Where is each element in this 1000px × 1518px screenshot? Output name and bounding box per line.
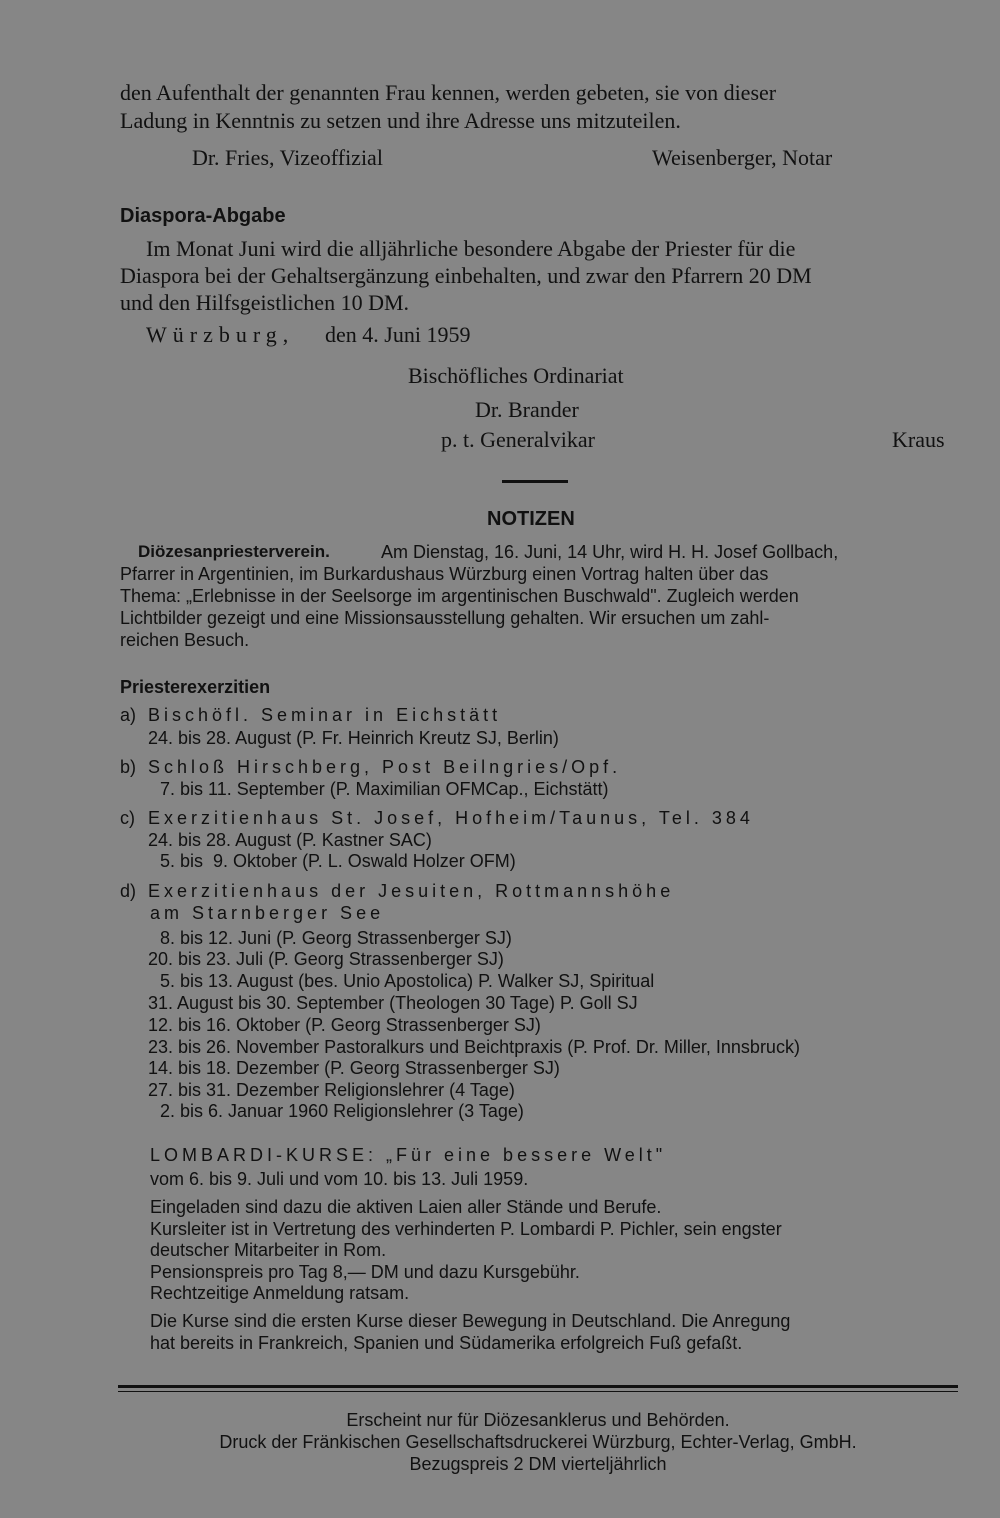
signatory-kraus: Kraus [892,427,945,452]
text-line: reichen Besuch. [120,630,250,650]
list-item: 31. August bis 30. September (Theologen 30 Tage) P. Goll SJ [148,993,638,1013]
divider [502,480,568,483]
lombardi-title: LOMBARDI-KURSE: „Für eine bessere Welt" [150,1145,667,1165]
text-line: Pfarrer in Argentinien, im Burkardushaus Würzburg einen Vortrag halten über das [120,564,769,584]
footer-line: Druck der Fränkischen Gesellschaftsdruckerei Würzburg, Echter-Verlag, GmbH. [219,1432,857,1452]
text-line: Diaspora bei der Gehaltsergänzung einbehalten, und zwar den Pfarrern 20 DM [120,263,812,288]
list-item: 23. bis 26. November Pastoralkurs und Beichtpraxis (P. Prof. Dr. Miller, Innsbruck) [148,1037,800,1057]
text-line: Im Monat Juni wird die alljährliche besondere Abgabe der Priester für die [146,236,796,261]
text-line: Am Dienstag, 16. Juni, 14 Uhr, wird H. H. Josef Gollbach, [381,542,839,562]
date: den 4. Juni 1959 [325,322,471,347]
list-item: 7. bis 11. September (P. Maximilian OFMCap., Eichstätt) [160,779,609,799]
text-line: und den Hilfsgeistlichen 10 DM. [120,290,410,315]
text-line: Thema: „Erlebnisse in der Seelsorge im argentinischen Buschwald". Zugleich werden [120,586,799,606]
list-item: 2. bis 6. Januar 1960 Religionslehrer (3 Tage) [160,1101,524,1121]
list-item: 24. bis 28. August (P. Fr. Heinrich Kreutz SJ, Berlin) [148,728,559,748]
footer-line: Erscheint nur für Diözesanklerus und Behörden. [346,1410,730,1430]
signature-right: Weisenberger, Notar [652,145,833,170]
place-name: Würzburg, [146,322,295,347]
text-line: hat bereits in Frankreich, Spanien und Südamerika erfolgreich Fuß gefaßt. [150,1333,743,1353]
list-label: d) [120,881,137,901]
verein-label: Diözesanpriesterverein. [138,542,330,561]
text-line: den Aufenthalt der genannten Frau kennen, werden gebeten, sie von dieser [120,80,777,105]
retreat-place: Exerzitienhaus St. Josef, Hofheim/Taunus, Tel. 384 [148,808,754,828]
retreat-place: Bischöfl. Seminar in Eichstätt [148,705,502,725]
list-item: 24. bis 28. August (P. Kastner SAC) [148,830,432,850]
retreat-place: Exerzitienhaus der Jesuiten, Rottmannshöhe [148,881,675,901]
list-item: 20. bis 23. Juli (P. Georg Strassenberger SJ) [148,949,504,969]
list-label: b) [120,757,137,777]
footer-rule [118,1391,958,1392]
signature-left: Dr. Fries, Vizeoffizial [192,145,383,170]
signatory-title: p. t. Generalvikar [441,427,595,452]
list-label: c) [120,808,135,828]
text-line: Ladung in Kenntnis zu setzen und ihre Adresse uns mitzuteilen. [120,108,681,133]
section-heading: Diaspora-Abgabe [120,205,286,227]
footer-line: Bezugspreis 2 DM vierteljährlich [409,1454,667,1474]
signatory-name: Dr. Brander [475,397,579,422]
retreat-place: am Starnberger See [150,903,385,923]
list-item: 12. bis 16. Oktober (P. Georg Strassenberger SJ) [148,1015,541,1035]
text-line: Pensionspreis pro Tag 8,— DM und dazu Kursgebühr. [150,1262,580,1282]
list-item: 5. bis 13. August (bes. Unio Apostolica) P. Walker SJ, Spiritual [160,971,655,991]
list-label: a) [120,705,137,725]
retreat-place: Schloß Hirschberg, Post Beilngries/Opf. [148,757,622,777]
text-line: deutscher Mitarbeiter in Rom. [150,1240,387,1260]
text-line: Rechtzeitige Anmeldung ratsam. [150,1283,410,1303]
notizen-heading: NOTIZEN [487,508,575,530]
footer-rule [118,1385,958,1388]
list-item: 14. bis 18. Dezember (P. Georg Strassenberger SJ) [148,1058,560,1078]
text-line: Die Kurse sind die ersten Kurse dieser Bewegung in Deutschland. Die Anregung [150,1311,791,1331]
text-line: Eingeladen sind dazu die aktiven Laien aller Stände und Berufe. [150,1197,662,1217]
organization: Bischöfliches Ordinariat [408,363,624,388]
list-item: 8. bis 12. Juni (P. Georg Strassenberger SJ) [160,928,512,948]
section-heading: Priesterexerzitien [120,677,271,697]
text-line: Lichtbilder gezeigt und eine Missionsausstellung gehalten. Wir ersuchen um zahl- [120,608,770,628]
list-item: 5. bis 9. Oktober (P. L. Oswald Holzer OFM) [160,851,516,871]
text-line: vom 6. bis 9. Juli und vom 10. bis 13. Juli 1959. [150,1169,529,1189]
text-line: Kursleiter ist in Vertretung des verhinderten P. Lombardi P. Pichler, sein engster [150,1219,782,1239]
list-item: 27. bis 31. Dezember Religionslehrer (4 Tage) [148,1080,515,1100]
